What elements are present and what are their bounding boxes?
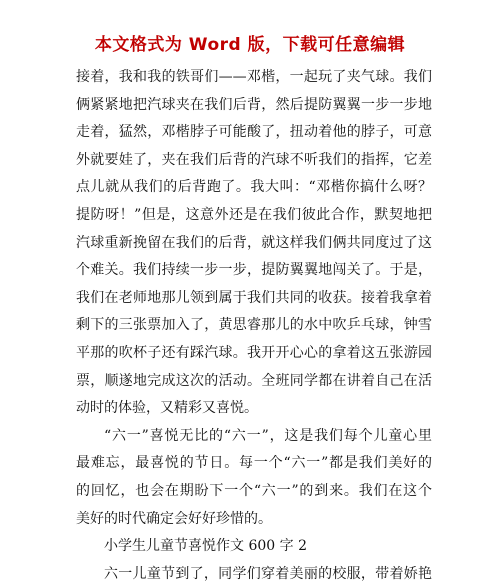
text-line: 汽球重新挽留在我们的后背，就这样我们俩共同度过了这 [76,234,432,251]
section-heading: 小学生儿童节喜悦作文 600 字 2 [104,538,307,555]
text-line: 动时的体验，又精彩又喜悦。 [76,400,258,417]
text-line: 六一儿童节到了，同学们穿着美丽的校服，带着娇艳 [104,565,432,582]
text-line: 票，顺遂地完成这次的活动。全班同学都在讲着自己在活 [76,372,432,389]
text-line: 平那的吹杯子还有踩汽球。我开开心心的拿着这五张游园 [76,344,432,361]
text-line: 剩下的三张票加入了，黄思睿那儿的水中吹乒乓球，钟雪 [76,317,432,334]
text-line: 走着，猛然，邓楷脖子可能酸了，扭动着他的脖子，可意 [76,124,432,141]
banner-title: 本文格式为 Word 版，下载可任意编辑 [94,35,406,55]
text-line: “六一”喜悦无比的“六一”，这是我们每个儿童心里 [104,427,432,444]
text-line: 的回忆，也会在期盼下一个“六一”的到来。我们在这个 [76,482,432,499]
document-body [76,64,432,588]
text-line: 我们在老师地那儿领到属于我们共同的收获。接着我拿着 [76,289,432,306]
text-line: 个难关。我们持续一步一步，提防翼翼地闯关了。于是， [76,262,432,279]
text-line: 外就要娃了，夹在我们后背的汽球不听我们的指挥，它差 [76,151,432,168]
text-line: 俩紧紧地把汽球夹在我们后背，然后提防翼翼一步一步地 [76,96,432,113]
text-line: 美好的时代确定会好好珍惜的。 [76,510,272,527]
text-line: 最难忘，最喜悦的节日。每一个“六一”都是我们美好的 [76,455,432,472]
text-line: 接着，我和我的铁哥们——邓楷，一起玩了夹气球。我们 [76,69,432,85]
text-line: 提防呀！”但是，这意外还是在我们彼此合作，默契地把 [76,206,432,223]
text-line: 点儿就从我们的后背跑了。我大叫：“邓楷你搞什么呀？ [76,179,432,196]
